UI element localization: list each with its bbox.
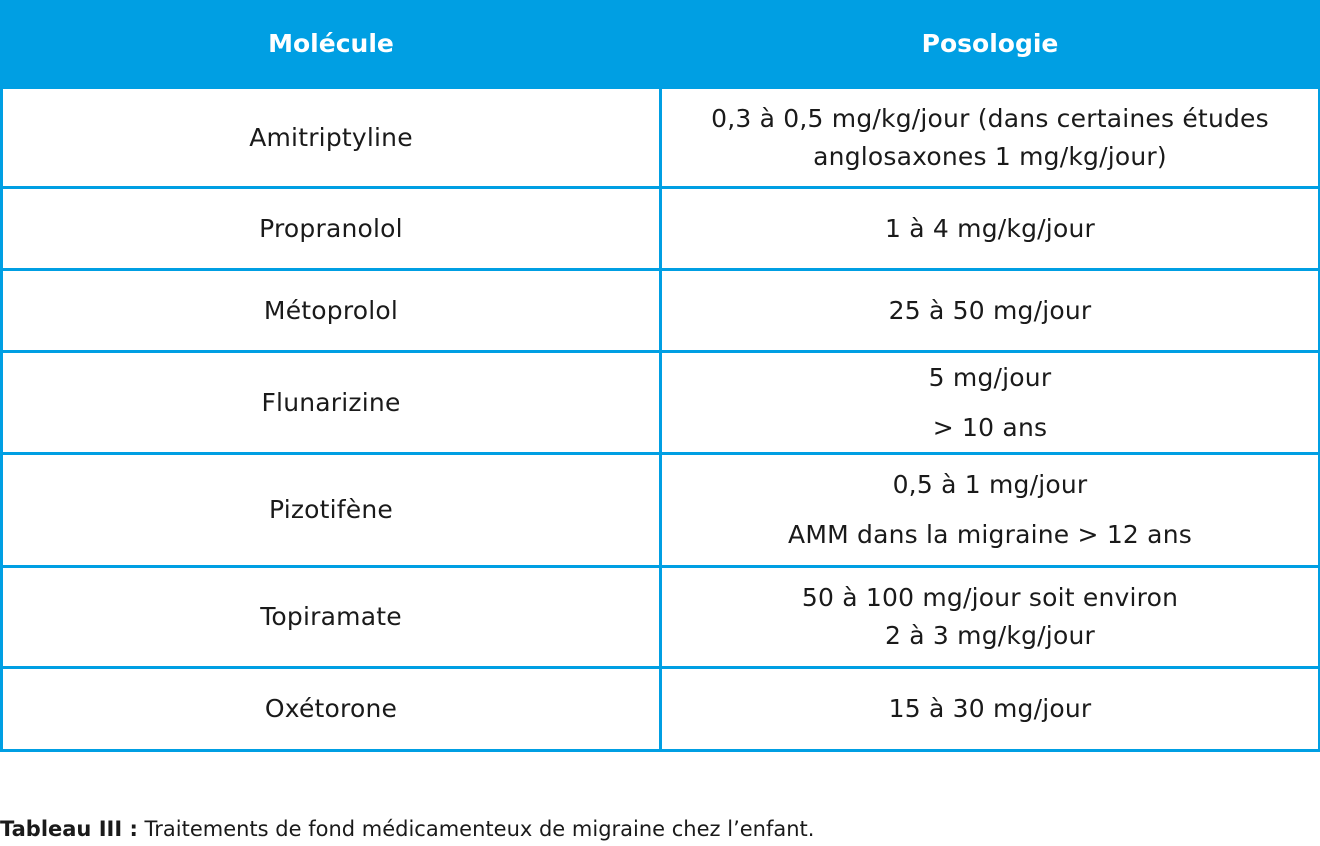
cell-molecule: Flunarizine <box>2 352 661 454</box>
dose-line: 15 à 30 mg/jour <box>888 694 1092 723</box>
cell-posologie <box>661 668 1320 751</box>
dose-line: 0,3 à 0,5 mg/kg/jour (dans certaines études <box>711 103 1269 133</box>
caption-text: Traitements de fond médicamenteux de migraine chez l’enfant. <box>137 817 815 841</box>
table-caption <box>0 817 814 841</box>
dose-line: 50 à 100 mg/jour soit environ <box>801 583 1179 612</box>
cell-posologie <box>661 88 1320 188</box>
cell-molecule: Topiramate <box>2 567 661 668</box>
table-row <box>2 668 1320 751</box>
table-row <box>2 567 1320 668</box>
line-spacer <box>674 397 1306 409</box>
cell-posologie <box>661 454 1320 567</box>
cell-molecule: Métoprolol <box>2 270 661 352</box>
table-row <box>2 88 1320 188</box>
cell-molecule: Propranolol <box>2 188 661 270</box>
header-posologie: Posologie <box>661 0 1320 88</box>
dose-line: 1 à 4 mg/kg/jour <box>885 213 1095 243</box>
cell-posologie <box>661 188 1320 270</box>
cell-posologie <box>661 567 1320 668</box>
dose-line: 25 à 50 mg/jour <box>888 295 1092 325</box>
header-molecule: Molécule <box>2 0 661 88</box>
dose-line: 5 mg/jour <box>928 362 1052 392</box>
cell-molecule: Pizotifène <box>2 454 661 567</box>
dose-line: 2 à 3 mg/kg/jour <box>885 621 1095 650</box>
cell-posologie <box>661 270 1320 352</box>
table-row <box>2 188 1320 270</box>
cell-molecule: Amitriptyline <box>2 88 661 188</box>
dose-line: AMM dans la migraine > 12 ans <box>788 520 1192 549</box>
dose-line: > 10 ans <box>932 412 1048 442</box>
table-row <box>2 352 1320 454</box>
dose-line: 0,5 à 1 mg/jour <box>892 470 1088 499</box>
table-header-row <box>2 0 1320 88</box>
line-spacer <box>674 504 1306 516</box>
dose-line: anglosaxones 1 mg/kg/jour) <box>813 141 1167 171</box>
table-row <box>2 270 1320 352</box>
cell-molecule: Oxétorone <box>2 668 661 751</box>
table-row <box>2 454 1320 567</box>
caption-label: Tableau III : <box>0 817 138 841</box>
cell-posologie <box>661 352 1320 454</box>
